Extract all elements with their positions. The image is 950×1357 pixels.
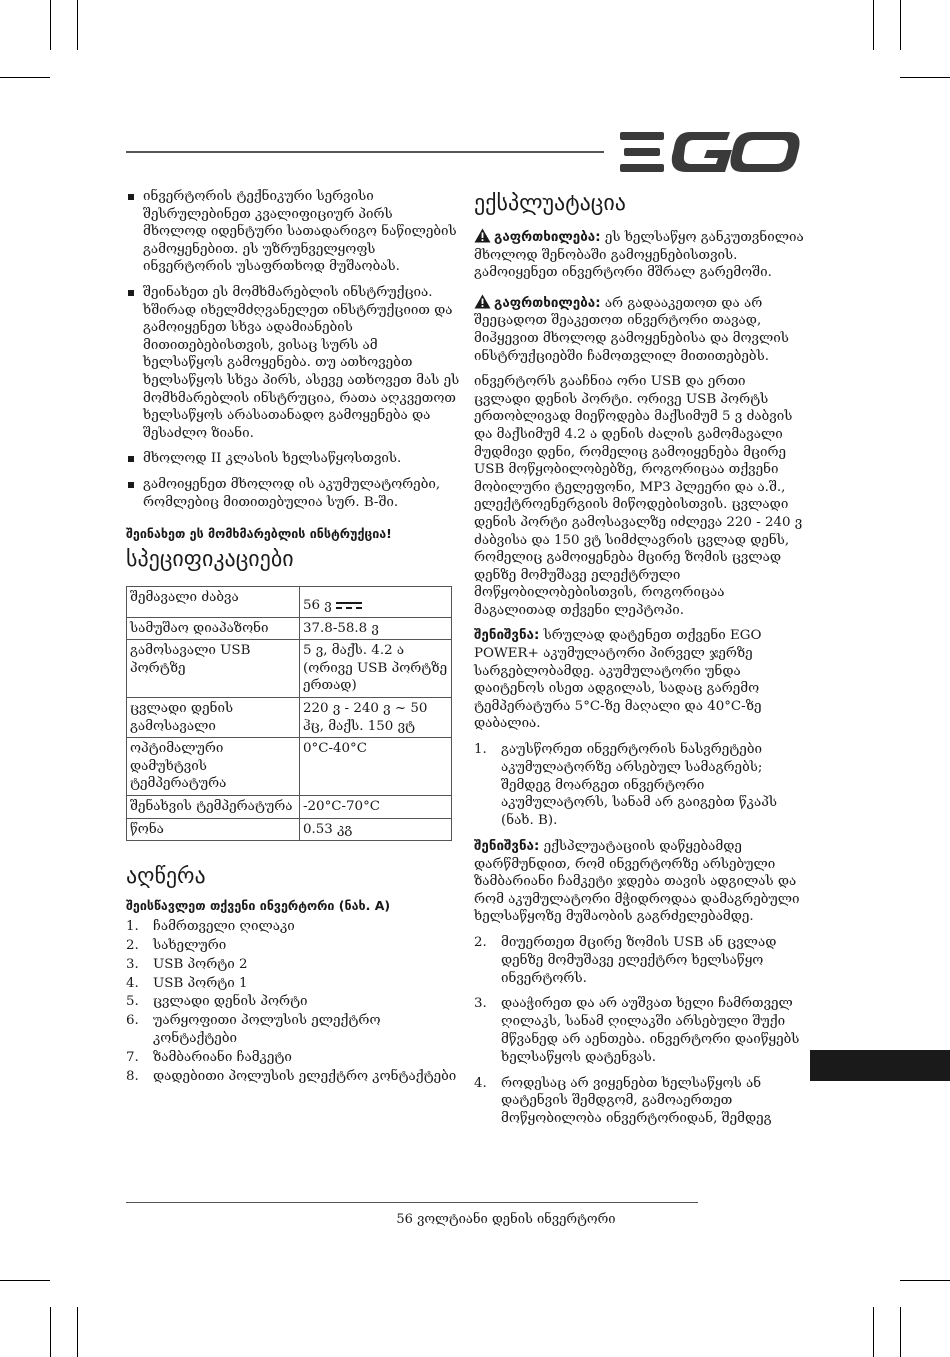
list-item: 3. დააჭირეთ და არ აუშვათ ხელი ჩამრთველ ღილაკს, სანამ ღილაკში არსებული შუქი მწვანედ არ აენთება. ინვერტორი დაიწყებს ხელსაწყოს დატენვას. — [474, 996, 800, 1065]
note-text: ექსპლუატაციის დაწყებამდე დარწმუნდით, რომ ინვერტორზე არსებული ზამბარიანი ჩამკეტი ჯდება თავის ადგილას და რომ აკუმულატორი მჭიდროდაა დამაგრებული ხელსაწყოზე მუშაობის გაგრძელებამდე. — [474, 839, 800, 925]
crop-mark — [50, 0, 51, 50]
spec-value: 220 ვ - 240 ვ ~ 50 ჰც, მაქს. 150 ვტ — [300, 698, 452, 738]
spec-value — [300, 587, 452, 618]
right-column — [474, 188, 804, 1136]
spec-label: ოპტიმალური დამუხტვის ტემპერატურა — [127, 738, 300, 796]
crop-mark — [900, 0, 901, 50]
list-item: 5. ცვლადი დენის პორტი — [126, 994, 308, 1010]
warning-triangle-icon — [474, 228, 491, 243]
spec-label: გამოსავალი USB პორტზე — [127, 640, 300, 698]
note-block — [474, 838, 804, 926]
crop-mark — [873, 0, 874, 50]
list-item: 4. როდესაც არ ვიყენებთ ხელსაწყოს ან დატენვის შემდგომ, გამოაერთეთ მოწყობილობა ინვერტორიდან, შემდეგ — [474, 1075, 772, 1127]
spec-value: 0°C-40°C — [300, 738, 452, 796]
crop-mark — [873, 1307, 874, 1357]
warning-label: გაფრთხილება: — [494, 230, 601, 245]
spec-label: შენახვის ტემპერატურა — [127, 796, 300, 819]
list-item: 7. ზამბარიანი ჩამკეტი — [126, 1049, 292, 1065]
parts-list — [126, 918, 460, 1085]
section-thumb-tab — [810, 1050, 950, 1081]
note-label: შენიშვნა: — [474, 628, 540, 644]
warning-text: არ გადააკეთოთ და არ შეეცადოთ შეაკეთოთ ინვერტორი თავად, მიჰყევით მხოლოდ გამოყენებისა და მოვლის ინსტრუქციებში ჩამოთვლილ მითითებებს. — [474, 295, 789, 364]
safety-bullets — [126, 188, 460, 511]
spec-label: ცვლადი დენის გამოსავალი — [127, 698, 300, 738]
table-row — [127, 796, 452, 819]
ports-paragraph: ინვერტორს გააჩნია ორი USB და ერთი ცვლადი დენის პორტი. ორივე USB პორტს ერთობლივად მიეწოდება მაქსიმუმ 5 ვ ძაბვის და მაქსიმუმ 4.2 ა დენის ძალის გამომავალი მუდმივი დენი, რომელიც გამოიყენება მცირე USB მოწყობილობებზე, როგორიცაა თქვენი მობილური ტელეფონი, MP3 პლეერი და ა.შ., ელექტროენერგიის მიწოდებისთვის. ცვლადი დენის პორტი გამოსავალზე იძლევა 220 - 240 ვ ძაბვისა და 150 ვტ სიმძლავრის ცვლად დენს, რომელიც გამოიყენება მცირე ზომის ცვლად დენზე მომუშავე ელექტრული მოწყობილობებისთვის, როგორიცაა მაგალითად თქვენი ლეპტოპი. — [474, 374, 803, 618]
crop-mark — [0, 77, 50, 78]
spec-value: 37.8-58.8 ვ — [300, 617, 452, 640]
steps-list — [474, 934, 804, 1128]
note-block — [474, 627, 804, 733]
note-text: სრულად დატენეთ თქვენი EGO POWER+ აკუმულატორი პირველ ჯერზე სარგებლობამდე. აკუმულატორი უნდა დაიტენოს ისეთ ადგილას, სადაც გარემო ტემპერატურა 5°C-ზე მაღალი და 40°C-ზე დაბალია. — [474, 628, 762, 732]
crop-mark — [900, 1307, 901, 1357]
warning-label: გაფრთხილება: — [494, 295, 601, 311]
list-item: შეინახეთ ეს მომხმარებლის ინსტრუქცია. ხშირად იხელმძღვანელეთ ინსტრუქციით და გამოიყენეთ სხვა ადამიანების მითითებებისთვის, ვისაც სურს ამ ხელსაწყოს გამოყენება. თუ ათხოვებთ ხელსაწყოს სხვა პირს, ასევე ათხოვეთ მას ეს მომხმარებლის ინსტრუცია, რათა აღკვეთოთ ხელსაწყოს არასათანადო გამოყენება და შესაძლო ზიანი. — [126, 284, 460, 442]
save-notice: შეინახეთ ეს მომხმარებლის ინსტრუქცია! — [126, 526, 392, 542]
table-row — [127, 818, 452, 841]
spec-value: 0.53 კგ — [300, 818, 452, 841]
list-item: მხოლოდ II კლასის ხელსაწყოსთვის. — [126, 450, 460, 468]
footer-rule — [126, 1202, 698, 1203]
spec-label: სამუშაო დიაპაზონი — [127, 617, 300, 640]
dc-symbol-icon — [336, 601, 362, 610]
crop-mark — [77, 1307, 78, 1357]
list-item: 1. გაუსწორეთ ინვერტორის ნასვრეტები აკუმულატორზე არსებულ სამაგრებს; შემდეგ მოარგეთ ინვერტორი აკუმულატორს, სანამ არ გაიგებთ წკაპს (ნახ. B). — [474, 742, 777, 829]
crop-mark — [0, 1280, 50, 1281]
crop-mark — [77, 0, 78, 50]
spec-label: შემავალი ძაბვა — [127, 587, 300, 618]
list-item: 4. USB პორტი 1 — [126, 975, 248, 991]
description-subheading: შეისწავლეთ თქვენი ინვერტორი (ნახ. A) — [126, 898, 391, 914]
crop-mark — [50, 1307, 51, 1357]
warning-triangle-icon — [474, 294, 491, 309]
table-row — [127, 640, 452, 698]
warning-block — [474, 228, 804, 282]
list-item: გამოიყენეთ მხოლოდ ის აკუმულატორები, რომლებიც მითითებულია სურ. B-ში. — [126, 476, 460, 511]
steps-list — [474, 741, 804, 830]
table-row — [127, 738, 452, 796]
page-footer: 56 ვოლტიანი დენის ინვერტორი — [396, 1212, 616, 1227]
spec-heading: სპეციფიკაციები — [126, 547, 294, 573]
warning-block — [474, 294, 804, 365]
list-item: 3. USB პორტი 2 — [126, 956, 248, 972]
list-item: 1. ჩამრთველი ღილაკი — [126, 919, 295, 935]
table-row — [127, 698, 452, 738]
list-item: 2. მიუერთეთ მცირე ზომის USB ან ცვლად დენზე მომუშავე ელექტრო ხელსაწყო ინვერტორს. — [474, 934, 777, 986]
spec-value: 5 ვ, მაქს. 4.2 ა (ორივე USB პორტზე ერთად) — [300, 640, 452, 698]
spec-value-text: 56 ვ — [303, 598, 332, 614]
list-item: ინვერტორის ტექნიკური სერვისი შესრულებინეთ კვალიფიციურ პირს მხოლოდ იდენტური სათადარიგო ნაწილების გამოყენებით. ეს უზრუნველყოფს ინვერტორის უსაფრთხოდ მუშაობას. — [126, 188, 460, 276]
warning-text: ეს ხელსაწყო განკუთვნილია მხოლოდ შენობაში გამოყენებისთვის. გამოიყენეთ ინვერტორი მშრალ გარემოში. — [474, 230, 804, 281]
crop-mark — [900, 1280, 950, 1281]
left-column — [126, 188, 460, 1086]
description-heading: აღწერა — [126, 864, 206, 890]
ego-logo — [620, 130, 800, 174]
crop-mark — [900, 77, 950, 78]
list-item: 2. სახელური — [126, 938, 227, 954]
header-rule — [126, 151, 604, 153]
spec-label: წონა — [127, 818, 300, 841]
spec-table — [126, 586, 452, 841]
table-row — [127, 587, 452, 618]
note-label: შენიშვნა: — [474, 839, 540, 855]
list-item: 8. დადებითი პოლუსის ელექტრო კონტაქტები — [126, 1068, 457, 1084]
spec-value: -20°C-70°C — [300, 796, 452, 819]
table-row — [127, 617, 452, 640]
list-item: 6. უარყოფითი პოლუსის ელექტრო კონტაქტები — [126, 1013, 381, 1046]
operation-heading: ექსპლუატაცია — [474, 191, 626, 216]
